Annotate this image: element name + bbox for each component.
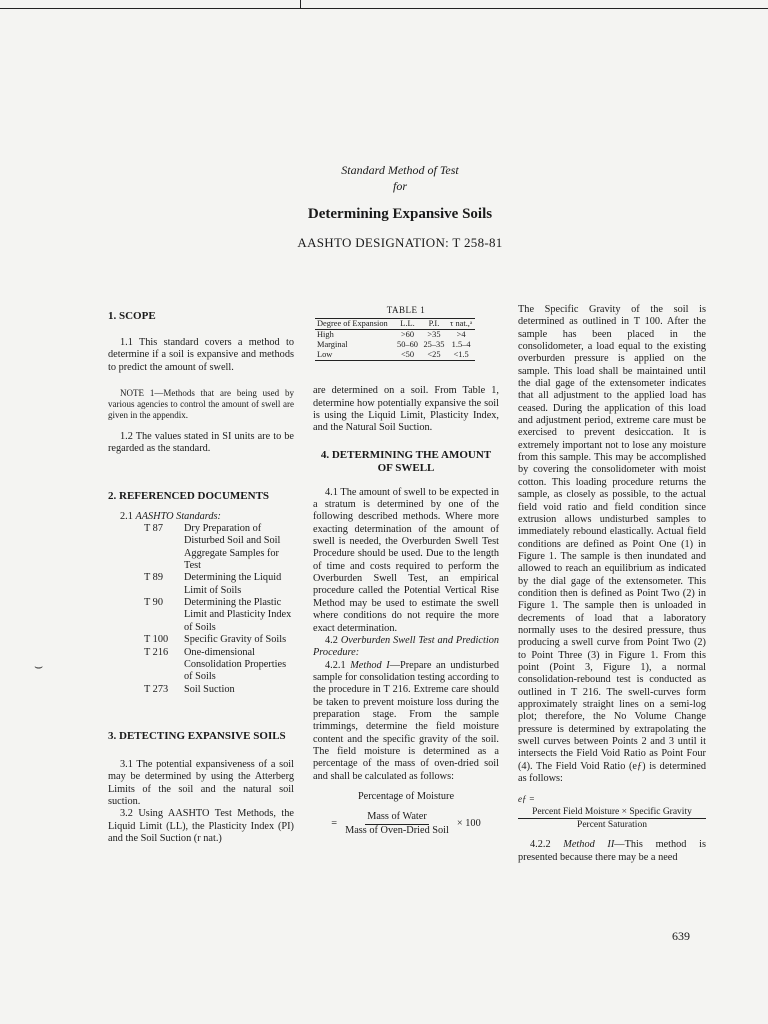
document-header: [200, 162, 600, 251]
table-cell: <50: [394, 350, 420, 361]
reference-intro-number: 2.1: [120, 510, 133, 522]
table-followup-paragraph: are determined on a soil. From Table 1, determine how potentially expansive the soil is using the Liquid Limit, Plasticity Index, and the Natural Soil Suction.: [313, 385, 499, 434]
paragraph-4-2-number: 4.2: [325, 634, 338, 646]
scope-paragraph-1-2: 1.2 The values stated in SI units are to be regarded as the standard.: [108, 431, 294, 455]
reference-code: T 90: [144, 597, 163, 609]
scope-paragraph-1-1: 1.1 This standard covers a method to determine if a soil is expansive and methods to predict the amount of swell.: [108, 337, 294, 373]
reference-description: Soil Suction: [184, 683, 235, 695]
determining-swell-heading: 4. DETERMINING THE AMOUNT OF SWELL: [320, 448, 492, 474]
reference-description: Specific Gravity of Soils: [184, 634, 287, 646]
detecting-paragraph-3-1: 3.1 The potential expansiveness of a soil may be determined by using the Atterberg Limits of the soil and the natural soil suction.: [108, 758, 294, 807]
table-header-cell: τ nat.,ᵃ: [447, 319, 475, 330]
fraction-numerator: Mass of Water: [365, 811, 429, 824]
table-header-cell: P.I.: [421, 319, 447, 330]
moisture-formula: [313, 811, 499, 837]
page-number: 639: [672, 929, 690, 943]
reference-item: [108, 523, 294, 572]
moisture-fraction: [343, 811, 451, 837]
reference-item: [108, 597, 294, 634]
table-1-title: TABLE 1: [386, 305, 426, 315]
table-cell: High: [317, 330, 334, 340]
formula-equals: =: [331, 817, 338, 829]
table-row: [315, 340, 475, 350]
paragraph-4-2-2: [518, 839, 706, 864]
reference-code: T 273: [144, 683, 169, 695]
table-cell: 25–35: [423, 340, 445, 350]
reference-code: T 216: [144, 646, 169, 658]
column-3: [518, 304, 706, 864]
table-cell: >35: [427, 330, 441, 340]
fraction-denominator: Mass of Oven-Dried Soil: [345, 824, 449, 836]
table-cell: >60: [400, 330, 415, 340]
referenced-documents-heading: 2. REFERENCED DOCUMENTS: [108, 489, 270, 502]
for-line: for: [392, 179, 407, 193]
reference-list: [108, 511, 294, 696]
reference-item: [108, 572, 294, 597]
standard-method-line: Standard Method of Test: [341, 163, 459, 177]
table-cell: Low: [315, 350, 394, 361]
note-1: NOTE 1—Methods that are being used by various agencies to control the amount of swell are given in the appendix.: [108, 388, 294, 421]
paragraph-4-2-2-number: 4.2.2: [530, 839, 551, 851]
reference-description: Determining the Plastic Limit and Plasticity Index of Soils: [184, 597, 292, 633]
detecting-expansive-soils-heading: 3. DETECTING EXPANSIVE SOILS: [108, 729, 286, 742]
reference-item: [108, 684, 294, 696]
paragraph-4-2-1: [313, 660, 499, 783]
paragraph-4-1: 4.1 The amount of swell to be expected in a stratum is determined by one of the following described methods. Where more exacting determination of the amount of swell is needed, the Overburden Swell Test Procedure should be used. Due to the length of time and costs required to perform the Overburden Swell Test, an empirical procedure called the Potential Vertical Rise Method may be used to estimate the swell where conditions do not require the more exact determination.: [313, 486, 499, 634]
table-row: [315, 330, 475, 341]
table-header-row: [315, 319, 475, 330]
paragraph-4-2-1-number: 4.2.1: [325, 659, 346, 671]
table-cell: 1.5–4: [451, 340, 471, 350]
paragraph-4-2-title: Overburden Swell Test and Prediction Procedure:: [313, 634, 499, 659]
table-header-cell: L.L.: [394, 319, 420, 330]
table-header-cell: Degree of Expansion: [315, 319, 394, 330]
table-cell: >4: [456, 330, 466, 340]
void-ratio-numerator: Percent Field Moisture × Specific Gravity: [518, 806, 706, 819]
reference-code: T 100: [144, 634, 169, 646]
scope-heading: 1. SCOPE: [108, 310, 156, 322]
reference-item: [108, 647, 294, 684]
reference-intro-label: AASHTO Standards:: [135, 510, 221, 522]
reference-code: T 89: [144, 572, 163, 584]
paragraph-4-2-1-text: —Prepare an undisturbed sample for consolidation testing according to the procedure in T 216. Extreme care should be taken to prevent moisture loss during the preparation stage. From the sample trimmings, determine the field moisture content and the specific gravity of the soil. The field moisture is determined as a percentage of the mass of oven-dried soil and shall be calculated as follows:: [313, 659, 499, 782]
formula-multiplier: × 100: [456, 817, 481, 829]
paragraph-4-2: [313, 635, 499, 660]
detecting-paragraph-3-2: 3.2 Using AASHTO Test Methods, the Liquid Limit (LL), the Plasticity Index (PI) and the Soil Suction (r nat.): [108, 808, 294, 844]
document-title: Determining Expansive Soils: [307, 206, 493, 222]
consolidation-procedure-paragraph: The Specific Gravity of the soil is determined as outlined in T 100. After the sample has been placed in the consolidometer, a load equal to the existing overburden pressure is applied on the sample. This load shall be maintained until the dial gage of the extensometer indicates that all adjustment to the applied load has ceased. During the application of this load and adjustment period, extreme care must be exercised to prevent desiccation. It is extremely important not to lose any moisture from this sample. This may be accomplished by covering the consolidometer with moist cotton. This loading procedure returns the sample, as closely as possible, to the actual field void ratio and field condition since extrusion allows undisturbed samples to immediately rebound elastically. Actual field conditions are defined as Point One (1) in Figure 1. The sample is then inundated and allowed to reach an equilibrium as indicated by the dial gage of the extensometer. This condition then is defined as Point Two (2) in Figure 1. The sample then is unloaded in decrements of load that a laboratory normally uses to the desired pressure, thus producing a swell curve from Point Two (2) to Point Three (3) in Figure 1. From this point (Point 3, Figure 1), a normal consolidation-rebound test is conducted as outlined in T 216. The swell-curves form approximately straight lines on a semi-log plot; therefore, the No Volume Change pressure is determined by extrapolating the swell curves between Points 2 and 3 until it intersects the Field Void Ratio as Point Four (4). The Field Void Ratio (eƒ) is determined as follows:: [518, 304, 706, 785]
table-cell: <25: [421, 350, 447, 361]
field-void-ratio-formula: [518, 793, 706, 831]
reference-code: T 87: [144, 523, 163, 535]
table-cell: <1.5: [447, 350, 475, 361]
table-cell: Marginal: [317, 340, 348, 350]
reference-item: [108, 634, 294, 646]
void-ratio-denominator: Percent Saturation: [577, 820, 647, 831]
paragraph-4-2-2-text: —This method is presented because there may be a need: [518, 839, 706, 863]
moisture-formula-label: Percentage of Moisture: [357, 790, 455, 802]
paragraph-4-2-1-title: Method I: [350, 659, 390, 671]
column-1: [108, 304, 294, 845]
reference-description: Determining the Liquid Limit of Soils: [184, 572, 282, 596]
reference-description: Dry Preparation of Disturbed Soil and Soil Aggregate Samples for Test: [184, 523, 281, 572]
paragraph-4-2-2-title: Method II: [563, 839, 615, 851]
table-1: [315, 318, 475, 361]
reference-description: One-dimensional Consolidation Properties of Soils: [184, 646, 287, 683]
table-cell: 50–60: [397, 340, 418, 350]
reference-list-intro: [108, 511, 294, 523]
aashto-designation: AASHTO DESIGNATION: T 258-81: [297, 235, 503, 250]
table-row: [315, 350, 475, 361]
void-ratio-label: eƒ =: [518, 794, 535, 805]
margin-mark: ⌣: [34, 660, 44, 675]
column-2: [313, 304, 499, 843]
